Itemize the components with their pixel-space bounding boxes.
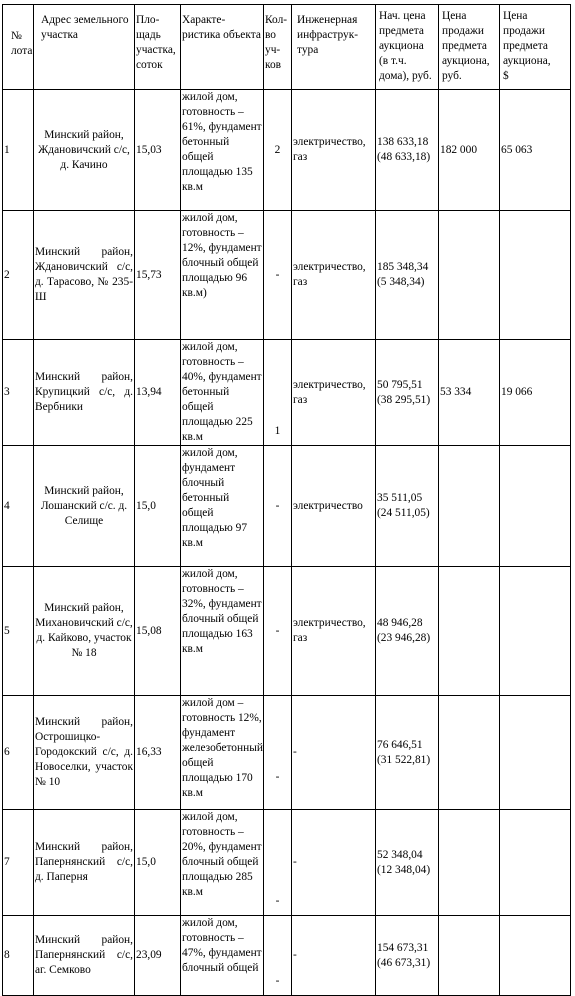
sale-price-usd [500,211,571,340]
engineering-infrastructure: электричество, газ [292,340,376,446]
plot-count: - [264,696,292,810]
start-price: 76 646,51 (31 522,81) [376,696,439,810]
object-description: жилой дом, готовность – 32%, фундамент блочный общей площадью 163 кв.м [181,567,264,696]
start-price: 35 511,05 (24 511,05) [376,446,439,567]
plot-count: 1 [264,340,292,446]
plot-area: 15,0 [135,446,181,567]
lot-number: 2 [3,211,34,340]
header-lot: № лота [3,5,34,90]
header-address: Адрес земельного участка [34,5,135,90]
lot-number: 4 [3,446,34,567]
header-sale-price-usd: Цена продажи предмета аукциона, $ [500,5,571,90]
object-description: жилой дом – готовность 12%, фундамент железобетонный общей площадью 170 кв.м [181,696,264,810]
plot-count: - [264,211,292,340]
header-area: Пло- щадь участка, соток [135,5,181,90]
plot-area: 15,08 [135,567,181,696]
engineering-infrastructure: - [292,916,376,996]
header-sale-price-rub: Цена продажи предмета аукциона, руб. [439,5,500,90]
sale-price-usd [500,567,571,696]
lot-number: 6 [3,696,34,810]
engineering-infrastructure: - [292,696,376,810]
land-address: Минский район, Папернянский с/с, аг. Семково [34,916,135,996]
object-description: жилой дом, готовность – 47%, фундамент блочный общей [181,916,264,996]
engineering-infrastructure: электричество, газ [292,567,376,696]
table-row [3,916,571,996]
header-object: Характе- ристика объекта [181,5,264,90]
start-price: 138 633,18 (48 633,18) [376,90,439,211]
engineering-infrastructure: электричество [292,446,376,567]
plot-count: - [264,810,292,916]
engineering-infrastructure: электричество, газ [292,90,376,211]
object-description: жилой дом, готовность – 40%, фундамент бетонный общей площадью 225 кв.м [181,340,264,446]
sale-price-rub [439,567,500,696]
plot-count: 2 [264,90,292,211]
plot-count: - [264,567,292,696]
sale-price-usd: 19 066 [500,340,571,446]
plot-area: 15,73 [135,211,181,340]
table-row [3,567,571,696]
start-price: 154 673,31 (46 673,31) [376,916,439,996]
lot-number: 3 [3,340,34,446]
engineering-infrastructure: - [292,810,376,916]
sale-price-usd: 65 063 [500,90,571,211]
sale-price-rub [439,211,500,340]
header-start-price: Нач. цена предмета аукциона (в т.ч. дома), руб. [376,5,439,90]
plot-area: 16,33 [135,696,181,810]
sale-price-usd [500,446,571,567]
plot-area: 15,03 [135,90,181,211]
object-description: жилой дом, готовность – 12%, фундамент блочный общей площадью 96 кв.м) [181,211,264,340]
sale-price-rub [439,446,500,567]
plot-area: 13,94 [135,340,181,446]
lot-number: 7 [3,810,34,916]
object-description: жилой дом, готовность – 20%, фундамент блочный общей площадью 285 кв.м [181,810,264,916]
header-count: Кол- во уч- ков [264,5,292,90]
table-row [3,340,571,446]
sale-price-rub [439,810,500,916]
land-address: Минский район, Папернянский с/с, д. Паперня [34,810,135,916]
sale-price-rub: 182 000 [439,90,500,211]
object-description: жилой дом, готовность – 61%, фундамент бетонный общей площадью 135 кв.м [181,90,264,211]
land-address: Минский район, Крупицкий с/с, д. Вербники [34,340,135,446]
table-row [3,810,571,916]
object-description: жилой дом, фундамент блочный бетонный общей площадью 97 кв.м [181,446,264,567]
land-address: Минский район, Ждановичский с/с, д. Качино [34,90,135,211]
sale-price-usd [500,696,571,810]
plot-count: - [264,446,292,567]
table-row [3,696,571,810]
header-engineering: Инженерная инфраструк- тура [292,5,376,90]
table-row [3,90,571,211]
sale-price-rub [439,696,500,810]
header-row [3,5,571,90]
sale-price-usd [500,810,571,916]
land-address: Минский район, Острошицко-Городокский с/с, д. Новоселки, участок № 10 [34,696,135,810]
sale-price-usd [500,916,571,996]
start-price: 185 348,34 (5 348,34) [376,211,439,340]
land-address: Минский район, Ждановичский с/с, д. Тарасово, № 235-Ш [34,211,135,340]
sale-price-rub [439,916,500,996]
start-price: 50 795,51 (38 295,51) [376,340,439,446]
land-address: Минский район, Михановичский с/с, д. Кайково, участок № 18 [34,567,135,696]
lot-number: 8 [3,916,34,996]
table-row [3,446,571,567]
plot-count: - [264,916,292,996]
engineering-infrastructure: электричество, газ [292,211,376,340]
plot-area: 15,0 [135,810,181,916]
land-address: Минский район, Лошанский с/с. д. Селище [34,446,135,567]
sale-price-rub: 53 334 [439,340,500,446]
start-price: 52 348,04 (12 348,04) [376,810,439,916]
table-row [3,211,571,340]
plot-area: 23,09 [135,916,181,996]
start-price: 48 946,28 (23 946,28) [376,567,439,696]
lot-number: 1 [3,90,34,211]
lot-number: 5 [3,567,34,696]
auction-lots-table [2,4,571,996]
